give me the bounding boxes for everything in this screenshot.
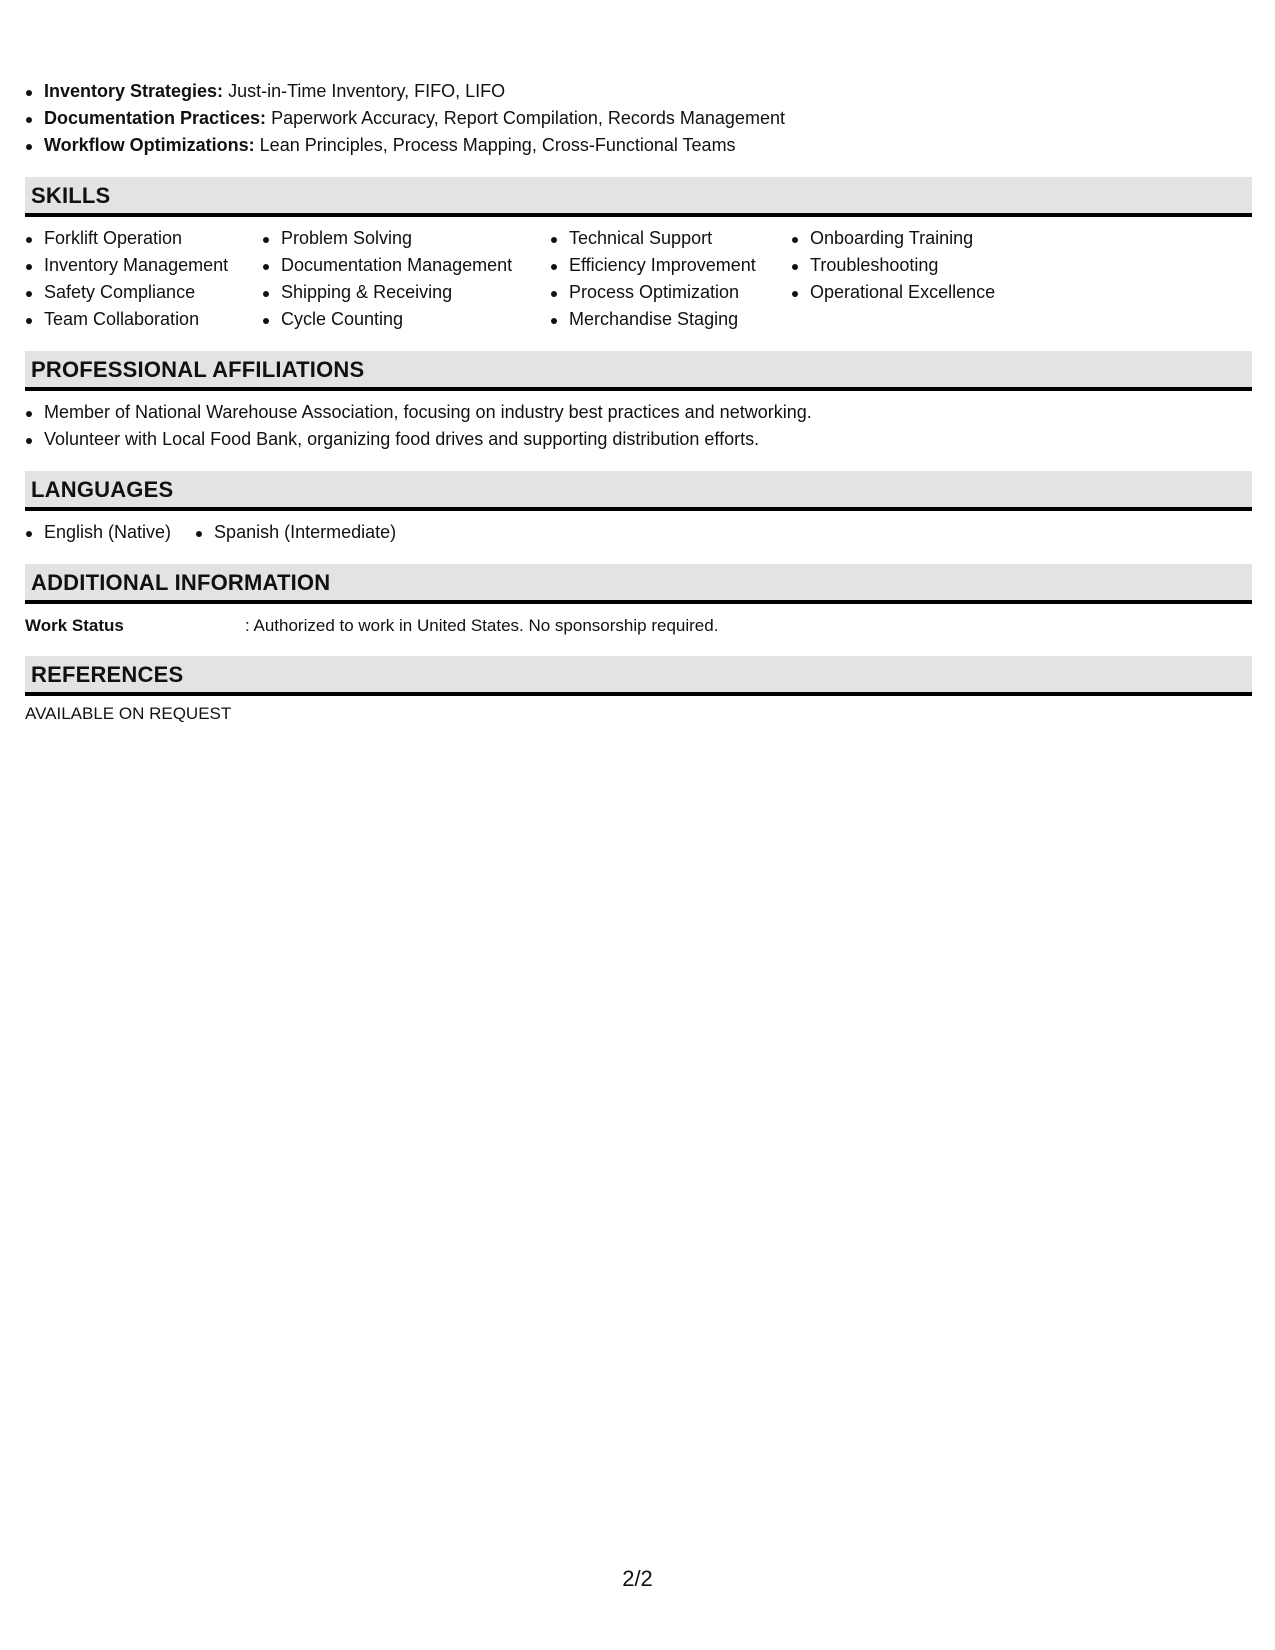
skills-grid <box>25 217 1252 333</box>
item-label: Inventory Strategies: <box>44 81 224 101</box>
references-section-header <box>25 656 1252 696</box>
additional-info-section-header <box>25 564 1252 604</box>
item-text: Lean Principles, Process Mapping, Cross-Functional Teams <box>254 135 736 155</box>
affiliations-list <box>25 399 1252 453</box>
skill-item: Operational Excellence <box>791 279 1031 306</box>
skill-item: Problem Solving <box>262 225 550 252</box>
section-title: PROFESSIONAL AFFILIATIONS <box>31 357 365 382</box>
skill-item: Safety Compliance <box>25 279 262 306</box>
skill-item: Forklift Operation <box>25 225 262 252</box>
section-title: LANGUAGES <box>31 477 174 502</box>
work-status-row <box>25 612 1252 638</box>
affiliation-item: Member of National Warehouse Association, focusing on industry best practices and networking. <box>25 399 1252 426</box>
skill-item: Team Collaboration <box>25 306 262 333</box>
skill-item: Onboarding Training <box>791 225 1031 252</box>
skill-item: Documentation Management <box>262 252 550 279</box>
languages-body <box>25 511 1252 546</box>
language-item: Spanish (Intermediate) <box>195 519 396 546</box>
section-title: SKILLS <box>31 183 111 208</box>
references-text: AVAILABLE ON REQUEST <box>25 704 232 723</box>
affiliations-section-header <box>25 351 1252 391</box>
list-item <box>25 78 1252 105</box>
skill-item: Technical Support <box>550 225 791 252</box>
languages-list <box>25 519 1252 546</box>
skills-section-header <box>25 177 1252 217</box>
affiliation-item: Volunteer with Local Food Bank, organizing food drives and supporting distribution efforts. <box>25 426 1252 453</box>
skill-item: Inventory Management <box>25 252 262 279</box>
skill-item: Cycle Counting <box>262 306 550 333</box>
skill-item: Process Optimization <box>550 279 791 306</box>
resume-page <box>25 78 1252 726</box>
skills-column <box>550 225 791 333</box>
skill-item: Shipping & Receiving <box>262 279 550 306</box>
additional-info-body <box>25 604 1252 638</box>
list-item <box>25 132 1252 159</box>
skill-item: Merchandise Staging <box>550 306 791 333</box>
languages-section-header <box>25 471 1252 511</box>
page-number: 2/2 <box>622 1566 653 1591</box>
skill-item: Efficiency Improvement <box>550 252 791 279</box>
skills-column <box>25 225 262 333</box>
affiliations-body <box>25 391 1252 453</box>
section-title: REFERENCES <box>31 662 184 687</box>
list-item <box>25 105 1252 132</box>
strategies-list <box>25 78 1252 159</box>
item-label: Workflow Optimizations: <box>44 135 255 155</box>
work-status-label: Work Status <box>25 616 124 635</box>
item-text: Just-in-Time Inventory, FIFO, LIFO <box>223 81 506 101</box>
skill-item: Troubleshooting <box>791 252 1031 279</box>
skills-column <box>791 225 1031 333</box>
item-text: Paperwork Accuracy, Report Compilation, Records Management <box>266 108 785 128</box>
section-title: ADDITIONAL INFORMATION <box>31 570 331 595</box>
item-label: Documentation Practices: <box>44 108 267 128</box>
skills-column <box>262 225 550 333</box>
language-item: English (Native) <box>25 519 171 546</box>
work-status-value: : Authorized to work in United States. No sponsorship required. <box>245 616 719 635</box>
